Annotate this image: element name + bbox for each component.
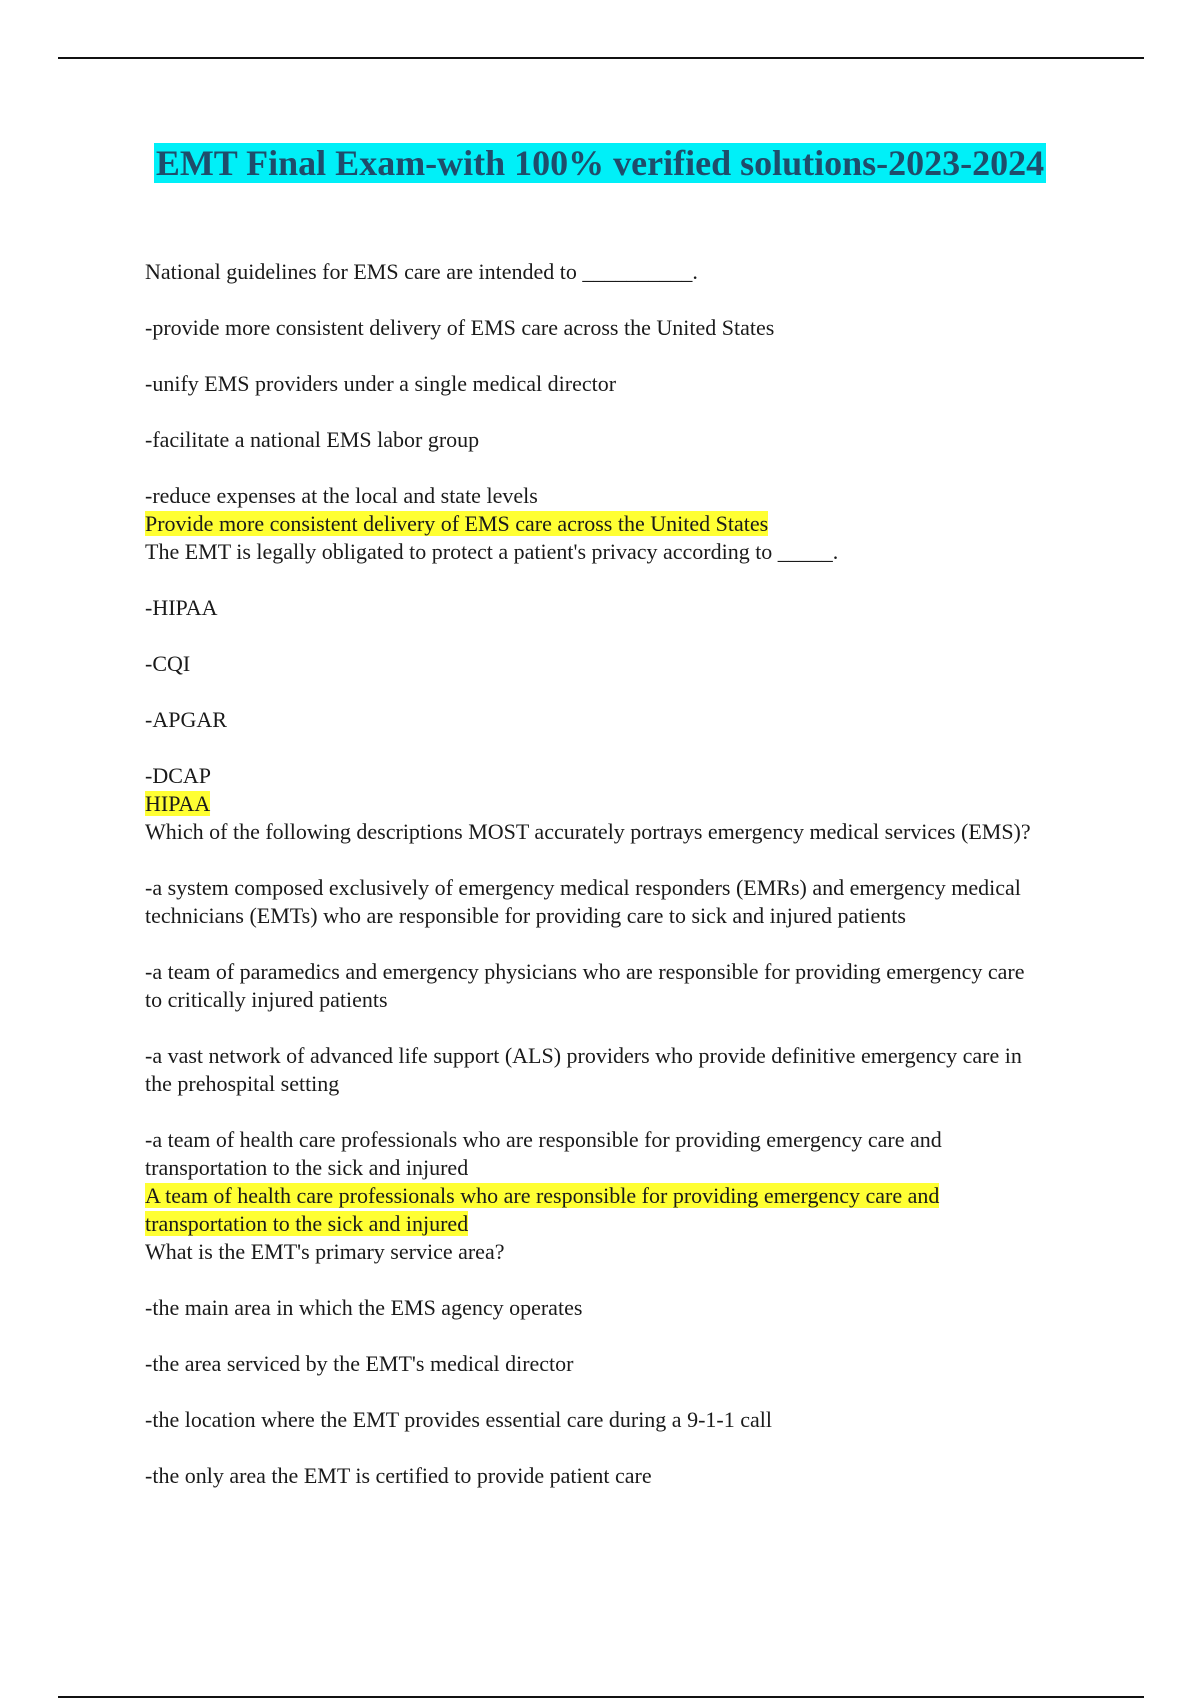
question-text: The EMT is legally obligated to protect a patient's privacy according to _____. — [145, 539, 839, 564]
answer-option: -a vast network of advanced life support (ALS) providers who provide definitive emergency care in the prehospital setting — [145, 1043, 1022, 1096]
answer-option: -DCAP — [145, 763, 212, 788]
answer-option: -a team of health care professionals who are responsible for providing emergency care and transportation to the sick and injured — [145, 1127, 942, 1180]
answer-option: -reduce expenses at the local and state levels — [145, 483, 538, 508]
correct-answer-highlight: A team of health care professionals who are responsible for providing emergency care and transportation to the sick and injured — [145, 1183, 940, 1236]
correct-answer-highlight: Provide more consistent delivery of EMS care across the United States — [145, 511, 769, 536]
question-text: What is the EMT's primary service area? — [145, 1239, 505, 1264]
correct-answer — [145, 1182, 1045, 1238]
header-rule — [58, 57, 1144, 59]
answer-option: -unify EMS providers under a single medical director — [145, 371, 617, 396]
answer-option: -a system composed exclusively of emergency medical responders (EMRs) and emergency medical technicians (EMTs) who are responsible for providing care to sick and injured patients — [145, 875, 1021, 928]
document-title-text: EMT Final Exam-with 100% verified solutions-2023-2024 — [155, 143, 1045, 183]
correct-answer — [145, 510, 1045, 538]
correct-answer — [145, 790, 1045, 818]
answer-option: -facilitate a national EMS labor group — [145, 427, 480, 452]
footer-rule — [58, 1696, 1144, 1698]
answer-option: -the location where the EMT provides essential care during a 9-1-1 call — [145, 1407, 772, 1432]
answer-option: -a team of paramedics and emergency physicians who are responsible for providing emergency care to critically injured patients — [145, 959, 1025, 1012]
answer-option: -CQI — [145, 651, 191, 676]
document-title — [150, 142, 1050, 184]
question-text: National guidelines for EMS care are intended to __________. — [145, 259, 698, 284]
answer-option: -the only area the EMT is certified to provide patient care — [145, 1463, 652, 1488]
answer-option: -HIPAA — [145, 595, 218, 620]
question-text: Which of the following descriptions MOST accurately portrays emergency medical services (EMS)? — [145, 819, 1031, 844]
answer-option: -APGAR — [145, 707, 227, 732]
answer-option: -provide more consistent delivery of EMS care across the United States — [145, 315, 775, 340]
document-body — [145, 258, 1045, 1490]
correct-answer-highlight: HIPAA — [145, 791, 211, 816]
answer-option: -the area serviced by the EMT's medical director — [145, 1351, 574, 1376]
answer-option: -the main area in which the EMS agency operates — [145, 1295, 583, 1320]
